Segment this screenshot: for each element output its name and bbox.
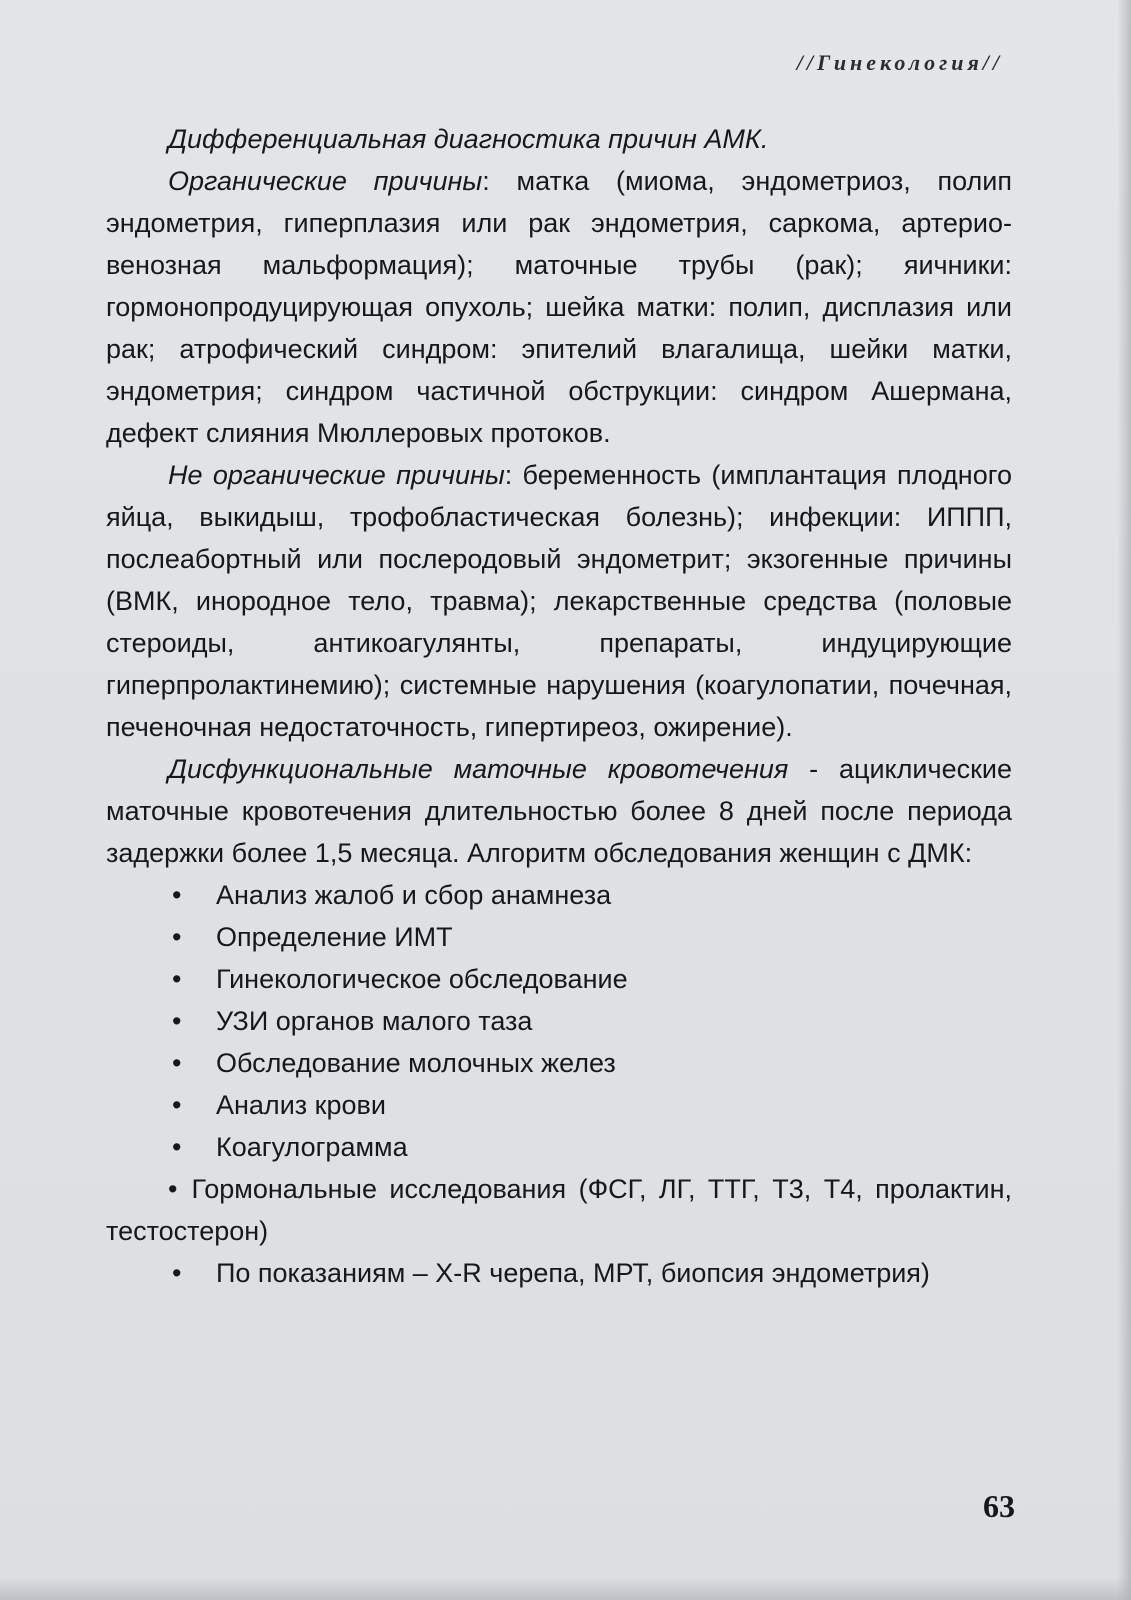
- page-body: [106, 118, 1012, 1294]
- non-organic-causes-text: : беременность (имплантация плодного яйца, выкидыш, трофобластическая болезнь); инфекции: ИППП, послеабортный или послеродовый эндометрит; экзогенные причины (ВМК, инородное тело, травма); лекарственные средства (половые стероиды, антикоагулянты, препараты, индуцирующие гиперпролактинемию); системные нарушения (коагулопатии, почечная, печеночная недостаточность, гипертиреоз, ожирение).: [106, 460, 1012, 742]
- running-header: //Гинекология//: [796, 50, 1003, 75]
- organic-causes-lead: Органические причины: [168, 166, 483, 196]
- non-organic-causes-paragraph: [106, 454, 1012, 748]
- dysfunctional-bleeding-paragraph: [106, 748, 1012, 874]
- page-edge-shadow: [1117, 0, 1131, 1600]
- list-item: • Коагулограмма: [106, 1126, 1012, 1168]
- exam-list-last: [106, 1252, 1012, 1294]
- list-item: • Анализ жалоб и сбор анамнеза: [106, 874, 1012, 916]
- list-item: • Гинекологическое обследование: [106, 958, 1012, 1000]
- list-item: • По показаниям – X-R черепа, МРТ, биопсия эндометрия): [106, 1252, 1012, 1294]
- dysfunctional-bleeding-lead: Дисфункциональные маточные кровотечения: [168, 754, 789, 784]
- section-title: Дифференциальная диагностика причин АМК.: [168, 124, 769, 154]
- hormone-tests-item: [106, 1168, 1012, 1252]
- non-organic-causes-lead: Не органические причины: [168, 460, 505, 490]
- list-item: • Определение ИМТ: [106, 916, 1012, 958]
- list-item: • УЗИ органов малого таза: [106, 1000, 1012, 1042]
- bullet-mark: •: [168, 1174, 178, 1204]
- list-item: • Обследование молочных желез: [106, 1042, 1012, 1084]
- dysfunctional-bleeding-text: - ациклические маточные кровотечения длительностью более 8 дней после периода задержки более 1,5 месяца. Алгоритм обследования женщин с ДМК:: [106, 754, 1012, 868]
- organic-causes-text: : матка (миома, эндометриоз, полип эндометрия, гиперплазия или рак эндометрия, саркома, артерио-венозная мальформация); маточные трубы (рак); яичники: гормонопродуцирующая опухоль; шейка матки: полип, дисплазия или рак; атрофический синдром: эпителий влагалища, шейки матки, эндометрия; синдром частичной обструкции: синдром Ашермана, дефект слияния Мюллеровых протоков.: [106, 166, 1013, 448]
- page-number: 63: [983, 1488, 1015, 1524]
- exam-list: [106, 874, 1012, 1168]
- hormone-tests-text: Гормональные исследования (ФСГ, ЛГ, ТТГ, Т3, Т4, пролактин, тестостерон): [106, 1174, 1012, 1246]
- list-item: • Анализ крови: [106, 1084, 1012, 1126]
- page-bottom-shadow: [0, 1578, 1131, 1600]
- organic-causes-paragraph: [106, 160, 1012, 454]
